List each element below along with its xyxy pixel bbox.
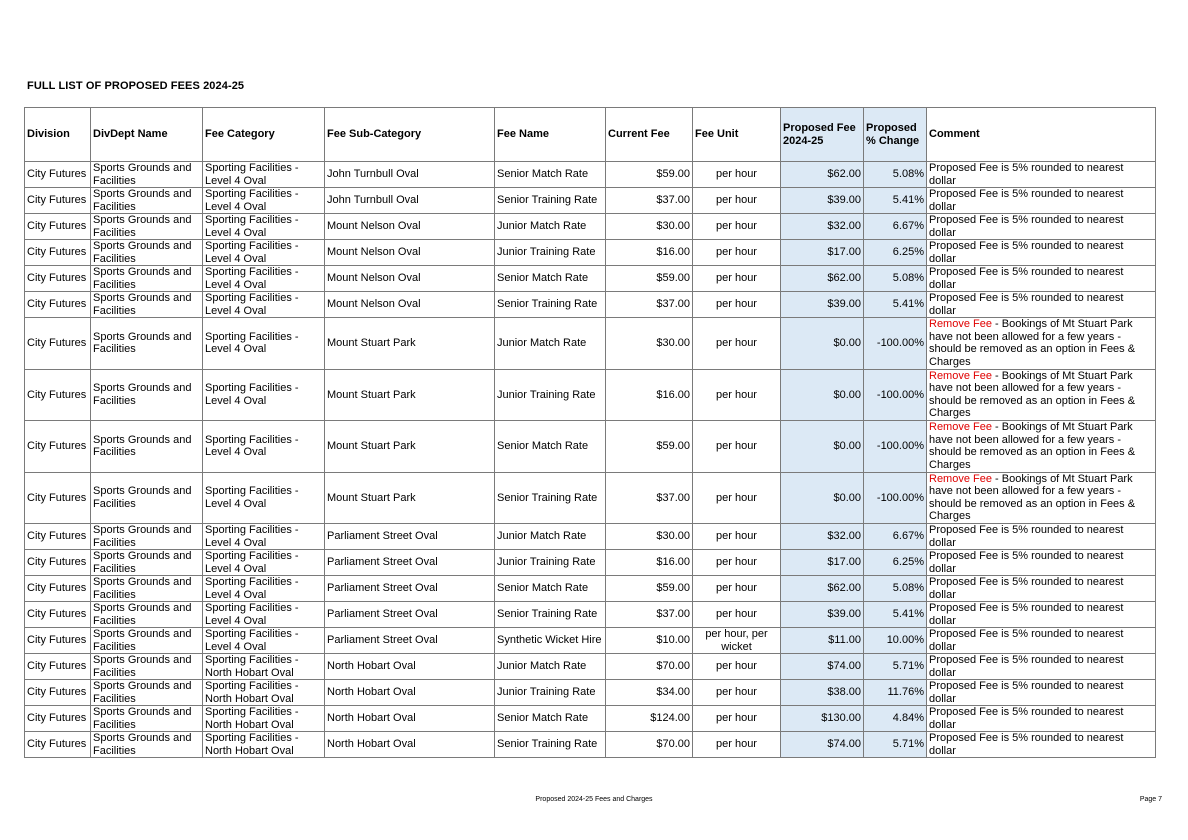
cell-fee-sub-category: Mount Nelson Oval xyxy=(325,240,495,266)
cell-division: City Futures xyxy=(25,292,91,318)
cell-fee-category: Sporting Facilities - Level 4 Oval xyxy=(203,602,325,628)
cell-proposed-change: -100.00% xyxy=(864,472,927,524)
cell-current-fee: $30.00 xyxy=(606,214,693,240)
cell-divdept-name: Sports Grounds and Facilities xyxy=(91,706,203,732)
cell-fee-sub-category: North Hobart Oval xyxy=(325,680,495,706)
cell-fee-unit: per hour xyxy=(693,472,781,524)
cell-proposed-fee: $39.00 xyxy=(781,188,864,214)
cell-fee-sub-category: Parliament Street Oval xyxy=(325,550,495,576)
cell-fee-category: Sporting Facilities - Level 4 Oval xyxy=(203,266,325,292)
cell-comment xyxy=(927,654,1156,680)
cell-divdept-name: Sports Grounds and Facilities xyxy=(91,524,203,550)
comment-text: Proposed Fee is 5% rounded to nearest dollar xyxy=(929,524,1124,549)
comment-text: Proposed Fee is 5% rounded to nearest dollar xyxy=(929,680,1124,705)
cell-proposed-fee: $0.00 xyxy=(781,318,864,370)
cell-proposed-change: 5.71% xyxy=(864,732,927,758)
cell-proposed-fee: $17.00 xyxy=(781,240,864,266)
cell-fee-category: Sporting Facilities - Level 4 Oval xyxy=(203,318,325,370)
cell-fee-unit: per hour xyxy=(693,421,781,473)
cell-comment xyxy=(927,188,1156,214)
cell-fee-category: Sporting Facilities - Level 4 Oval xyxy=(203,369,325,421)
cell-fee-name: Senior Training Rate xyxy=(495,188,606,214)
cell-current-fee: $37.00 xyxy=(606,472,693,524)
table-row xyxy=(25,628,1156,654)
column-header-fee-name: Fee Name xyxy=(495,108,606,162)
comment-text: Proposed Fee is 5% rounded to nearest dollar xyxy=(929,266,1124,291)
cell-divdept-name: Sports Grounds and Facilities xyxy=(91,472,203,524)
cell-division: City Futures xyxy=(25,550,91,576)
table-row xyxy=(25,214,1156,240)
cell-fee-sub-category: Parliament Street Oval xyxy=(325,602,495,628)
cell-current-fee: $37.00 xyxy=(606,602,693,628)
cell-fee-category: Sporting Facilities - Level 4 Oval xyxy=(203,628,325,654)
cell-fee-unit: per hour xyxy=(693,318,781,370)
comment-text: - Bookings of Mt Stuart Park have not been allowed for a few years - should be removed as an option in Fees & Charges xyxy=(929,318,1136,368)
column-header-fee-category: Fee Category xyxy=(203,108,325,162)
cell-proposed-fee: $32.00 xyxy=(781,214,864,240)
cell-proposed-fee: $39.00 xyxy=(781,602,864,628)
cell-division: City Futures xyxy=(25,188,91,214)
cell-fee-sub-category: John Turnbull Oval xyxy=(325,162,495,188)
table-body xyxy=(25,162,1156,758)
cell-division: City Futures xyxy=(25,628,91,654)
footer-title: Proposed 2024-25 Fees and Charges xyxy=(535,796,653,803)
cell-fee-sub-category: Parliament Street Oval xyxy=(325,576,495,602)
cell-comment xyxy=(927,576,1156,602)
cell-fee-name: Senior Training Rate xyxy=(495,472,606,524)
cell-fee-name: Senior Training Rate xyxy=(495,292,606,318)
cell-fee-unit: per hour xyxy=(693,654,781,680)
cell-proposed-change: 6.25% xyxy=(864,550,927,576)
cell-divdept-name: Sports Grounds and Facilities xyxy=(91,628,203,654)
comment-text: Proposed Fee is 5% rounded to nearest dollar xyxy=(929,628,1124,653)
cell-fee-unit: per hour xyxy=(693,188,781,214)
cell-fee-category: Sporting Facilities - North Hobart Oval xyxy=(203,706,325,732)
cell-fee-unit: per hour xyxy=(693,524,781,550)
cell-fee-category: Sporting Facilities - Level 4 Oval xyxy=(203,421,325,473)
table-row xyxy=(25,602,1156,628)
cell-fee-unit: per hour xyxy=(693,214,781,240)
cell-fee-name: Junior Training Rate xyxy=(495,680,606,706)
cell-division: City Futures xyxy=(25,706,91,732)
cell-comment xyxy=(927,292,1156,318)
cell-proposed-change: 5.08% xyxy=(864,576,927,602)
cell-comment xyxy=(927,369,1156,421)
comment-text: Proposed Fee is 5% rounded to nearest dollar xyxy=(929,214,1124,239)
cell-current-fee: $59.00 xyxy=(606,576,693,602)
cell-current-fee: $37.00 xyxy=(606,188,693,214)
cell-comment xyxy=(927,550,1156,576)
cell-division: City Futures xyxy=(25,240,91,266)
cell-comment xyxy=(927,472,1156,524)
cell-division: City Futures xyxy=(25,421,91,473)
table-row xyxy=(25,550,1156,576)
cell-fee-category: Sporting Facilities - Level 4 Oval xyxy=(203,576,325,602)
cell-current-fee: $16.00 xyxy=(606,240,693,266)
cell-proposed-fee: $32.00 xyxy=(781,524,864,550)
cell-fee-category: Sporting Facilities - Level 4 Oval xyxy=(203,292,325,318)
cell-current-fee: $16.00 xyxy=(606,369,693,421)
cell-proposed-change: -100.00% xyxy=(864,318,927,370)
cell-division: City Futures xyxy=(25,369,91,421)
cell-divdept-name: Sports Grounds and Facilities xyxy=(91,240,203,266)
cell-fee-name: Junior Match Rate xyxy=(495,318,606,370)
comment-text: Proposed Fee is 5% rounded to nearest dollar xyxy=(929,188,1124,213)
cell-divdept-name: Sports Grounds and Facilities xyxy=(91,732,203,758)
cell-fee-name: Junior Training Rate xyxy=(495,369,606,421)
cell-comment xyxy=(927,214,1156,240)
cell-fee-unit: per hour xyxy=(693,732,781,758)
cell-proposed-change: 5.08% xyxy=(864,266,927,292)
cell-fee-unit: per hour xyxy=(693,602,781,628)
cell-comment xyxy=(927,240,1156,266)
cell-comment xyxy=(927,524,1156,550)
cell-fee-unit: per hour xyxy=(693,706,781,732)
cell-fee-sub-category: North Hobart Oval xyxy=(325,654,495,680)
comment-text: Proposed Fee is 5% rounded to nearest dollar xyxy=(929,732,1124,757)
cell-fee-name: Synthetic Wicket Hire xyxy=(495,628,606,654)
cell-proposed-fee: $0.00 xyxy=(781,472,864,524)
cell-division: City Futures xyxy=(25,602,91,628)
cell-fee-category: Sporting Facilities - Level 4 Oval xyxy=(203,550,325,576)
cell-current-fee: $59.00 xyxy=(606,266,693,292)
cell-proposed-change: -100.00% xyxy=(864,421,927,473)
cell-proposed-fee: $74.00 xyxy=(781,732,864,758)
cell-fee-category: Sporting Facilities - North Hobart Oval xyxy=(203,680,325,706)
cell-division: City Futures xyxy=(25,162,91,188)
comment-text: Proposed Fee is 5% rounded to nearest dollar xyxy=(929,706,1124,731)
cell-proposed-change: 5.41% xyxy=(864,292,927,318)
comment-text: Proposed Fee is 5% rounded to nearest dollar xyxy=(929,576,1124,601)
cell-fee-name: Junior Training Rate xyxy=(495,240,606,266)
column-header-division: Division xyxy=(25,108,91,162)
table-row xyxy=(25,680,1156,706)
cell-current-fee: $30.00 xyxy=(606,318,693,370)
cell-fee-category: Sporting Facilities - North Hobart Oval xyxy=(203,654,325,680)
cell-fee-name: Junior Match Rate xyxy=(495,524,606,550)
comment-text: Proposed Fee is 5% rounded to nearest dollar xyxy=(929,240,1124,265)
cell-comment xyxy=(927,706,1156,732)
cell-current-fee: $10.00 xyxy=(606,628,693,654)
comment-text: Proposed Fee is 5% rounded to nearest dollar xyxy=(929,602,1124,627)
cell-division: City Futures xyxy=(25,654,91,680)
cell-fee-name: Senior Match Rate xyxy=(495,421,606,473)
cell-divdept-name: Sports Grounds and Facilities xyxy=(91,188,203,214)
cell-fee-name: Junior Training Rate xyxy=(495,550,606,576)
cell-proposed-change: 4.84% xyxy=(864,706,927,732)
cell-fee-unit: per hour xyxy=(693,550,781,576)
cell-divdept-name: Sports Grounds and Facilities xyxy=(91,318,203,370)
comment-text: Proposed Fee is 5% rounded to nearest dollar xyxy=(929,292,1124,317)
cell-division: City Futures xyxy=(25,318,91,370)
column-header-proposed-change: Proposed % Change xyxy=(864,108,927,162)
cell-current-fee: $34.00 xyxy=(606,680,693,706)
cell-fee-name: Senior Training Rate xyxy=(495,732,606,758)
cell-divdept-name: Sports Grounds and Facilities xyxy=(91,654,203,680)
cell-fee-sub-category: Mount Stuart Park xyxy=(325,318,495,370)
cell-comment xyxy=(927,602,1156,628)
cell-proposed-fee: $62.00 xyxy=(781,162,864,188)
cell-fee-unit: per hour xyxy=(693,292,781,318)
table-row xyxy=(25,654,1156,680)
column-header-comment: Comment xyxy=(927,108,1156,162)
cell-fee-category: Sporting Facilities - Level 4 Oval xyxy=(203,524,325,550)
table-row xyxy=(25,472,1156,524)
comment-text: - Bookings of Mt Stuart Park have not been allowed for a few years - should be removed as an option in Fees & Charges xyxy=(929,369,1136,420)
cell-proposed-change: 5.71% xyxy=(864,654,927,680)
cell-divdept-name: Sports Grounds and Facilities xyxy=(91,266,203,292)
table-row xyxy=(25,706,1156,732)
cell-comment xyxy=(927,318,1156,370)
cell-fee-sub-category: Mount Stuart Park xyxy=(325,472,495,524)
cell-fee-unit: per hour xyxy=(693,266,781,292)
cell-current-fee: $37.00 xyxy=(606,292,693,318)
cell-divdept-name: Sports Grounds and Facilities xyxy=(91,576,203,602)
cell-comment xyxy=(927,421,1156,473)
cell-comment xyxy=(927,680,1156,706)
cell-proposed-fee: $62.00 xyxy=(781,576,864,602)
cell-divdept-name: Sports Grounds and Facilities xyxy=(91,680,203,706)
comment-text: Proposed Fee is 5% rounded to nearest dollar xyxy=(929,162,1124,187)
fees-table xyxy=(24,107,1156,758)
cell-comment xyxy=(927,266,1156,292)
cell-fee-name: Senior Match Rate xyxy=(495,576,606,602)
cell-fee-sub-category: Parliament Street Oval xyxy=(325,628,495,654)
cell-divdept-name: Sports Grounds and Facilities xyxy=(91,162,203,188)
cell-fee-sub-category: Mount Nelson Oval xyxy=(325,266,495,292)
cell-division: City Futures xyxy=(25,214,91,240)
cell-comment xyxy=(927,628,1156,654)
remove-fee-label: Remove Fee xyxy=(929,369,992,382)
cell-fee-sub-category: Mount Nelson Oval xyxy=(325,292,495,318)
remove-fee-label: Remove Fee xyxy=(929,421,992,434)
table-row xyxy=(25,732,1156,758)
cell-fee-unit: per hour, per wicket xyxy=(693,628,781,654)
table-row xyxy=(25,576,1156,602)
cell-fee-name: Senior Match Rate xyxy=(495,706,606,732)
cell-proposed-fee: $39.00 xyxy=(781,292,864,318)
cell-fee-sub-category: Mount Stuart Park xyxy=(325,369,495,421)
cell-fee-name: Senior Match Rate xyxy=(495,266,606,292)
table-row xyxy=(25,524,1156,550)
column-header-current-fee: Current Fee xyxy=(606,108,693,162)
table-row xyxy=(25,292,1156,318)
cell-divdept-name: Sports Grounds and Facilities xyxy=(91,369,203,421)
cell-fee-unit: per hour xyxy=(693,680,781,706)
cell-divdept-name: Sports Grounds and Facilities xyxy=(91,602,203,628)
remove-fee-label: Remove Fee xyxy=(929,318,992,331)
cell-proposed-change: 6.67% xyxy=(864,214,927,240)
comment-text: Proposed Fee is 5% rounded to nearest dollar xyxy=(929,654,1124,679)
cell-proposed-change: 5.08% xyxy=(864,162,927,188)
cell-fee-name: Senior Training Rate xyxy=(495,602,606,628)
cell-fee-sub-category: North Hobart Oval xyxy=(325,706,495,732)
cell-fee-unit: per hour xyxy=(693,369,781,421)
cell-fee-category: Sporting Facilities - Level 4 Oval xyxy=(203,214,325,240)
cell-comment xyxy=(927,162,1156,188)
cell-fee-sub-category: North Hobart Oval xyxy=(325,732,495,758)
table-row xyxy=(25,421,1156,473)
cell-current-fee: $30.00 xyxy=(606,524,693,550)
column-header-fee-unit: Fee Unit xyxy=(693,108,781,162)
comment-text: - Bookings of Mt Stuart Park have not been allowed for a few years - should be removed as an option in Fees & Charges xyxy=(929,421,1136,471)
cell-proposed-change: 10.00% xyxy=(864,628,927,654)
cell-division: City Futures xyxy=(25,266,91,292)
cell-division: City Futures xyxy=(25,732,91,758)
cell-current-fee: $70.00 xyxy=(606,654,693,680)
cell-fee-category: Sporting Facilities - Level 4 Oval xyxy=(203,240,325,266)
page-number: Page 7 xyxy=(1139,796,1162,803)
cell-fee-sub-category: Mount Stuart Park xyxy=(325,421,495,473)
column-header-divdept-name: DivDept Name xyxy=(91,108,203,162)
cell-proposed-fee: $0.00 xyxy=(781,369,864,421)
cell-division: City Futures xyxy=(25,524,91,550)
cell-fee-sub-category: Parliament Street Oval xyxy=(325,524,495,550)
cell-fee-unit: per hour xyxy=(693,240,781,266)
cell-fee-unit: per hour xyxy=(693,576,781,602)
cell-division: City Futures xyxy=(25,680,91,706)
cell-fee-name: Senior Match Rate xyxy=(495,162,606,188)
cell-divdept-name: Sports Grounds and Facilities xyxy=(91,421,203,473)
cell-division: City Futures xyxy=(25,576,91,602)
remove-fee-label: Remove Fee xyxy=(929,472,992,485)
cell-proposed-fee: $38.00 xyxy=(781,680,864,706)
cell-proposed-fee: $17.00 xyxy=(781,550,864,576)
cell-proposed-fee: $62.00 xyxy=(781,266,864,292)
cell-divdept-name: Sports Grounds and Facilities xyxy=(91,214,203,240)
cell-proposed-change: 11.76% xyxy=(864,680,927,706)
comment-text: - Bookings of Mt Stuart Park have not been allowed for a few years - should be removed as an option in Fees & Charges xyxy=(929,472,1136,523)
table-row xyxy=(25,318,1156,370)
table-row xyxy=(25,240,1156,266)
cell-proposed-fee: $11.00 xyxy=(781,628,864,654)
table-row xyxy=(25,188,1156,214)
table-row xyxy=(25,162,1156,188)
cell-current-fee: $59.00 xyxy=(606,421,693,473)
cell-proposed-change: -100.00% xyxy=(864,369,927,421)
cell-fee-category: Sporting Facilities - Level 4 Oval xyxy=(203,472,325,524)
cell-fee-sub-category: Mount Nelson Oval xyxy=(325,214,495,240)
cell-division: City Futures xyxy=(25,472,91,524)
cell-proposed-fee: $74.00 xyxy=(781,654,864,680)
cell-fee-sub-category: John Turnbull Oval xyxy=(325,188,495,214)
cell-proposed-fee: $130.00 xyxy=(781,706,864,732)
cell-fee-unit: per hour xyxy=(693,162,781,188)
cell-proposed-fee: $0.00 xyxy=(781,421,864,473)
cell-proposed-change: 5.41% xyxy=(864,602,927,628)
cell-current-fee: $16.00 xyxy=(606,550,693,576)
column-header-fee-sub-category: Fee Sub-Category xyxy=(325,108,495,162)
comment-text: Proposed Fee is 5% rounded to nearest dollar xyxy=(929,550,1124,575)
cell-comment xyxy=(927,732,1156,758)
page-title: FULL LIST OF PROPOSED FEES 2024-25 xyxy=(27,80,245,92)
cell-divdept-name: Sports Grounds and Facilities xyxy=(91,292,203,318)
cell-fee-category: Sporting Facilities - Level 4 Oval xyxy=(203,162,325,188)
cell-fee-name: Junior Match Rate xyxy=(495,214,606,240)
cell-fee-category: Sporting Facilities - North Hobart Oval xyxy=(203,732,325,758)
cell-fee-name: Junior Match Rate xyxy=(495,654,606,680)
cell-divdept-name: Sports Grounds and Facilities xyxy=(91,550,203,576)
cell-fee-category: Sporting Facilities - Level 4 Oval xyxy=(203,188,325,214)
table-header-row xyxy=(25,108,1156,162)
cell-proposed-change: 6.25% xyxy=(864,240,927,266)
table-row xyxy=(25,369,1156,421)
cell-current-fee: $59.00 xyxy=(606,162,693,188)
column-header-proposed-fee: Proposed Fee 2024-25 xyxy=(781,108,864,162)
cell-current-fee: $70.00 xyxy=(606,732,693,758)
cell-proposed-change: 6.67% xyxy=(864,524,927,550)
table-row xyxy=(25,266,1156,292)
cell-proposed-change: 5.41% xyxy=(864,188,927,214)
cell-current-fee: $124.00 xyxy=(606,706,693,732)
